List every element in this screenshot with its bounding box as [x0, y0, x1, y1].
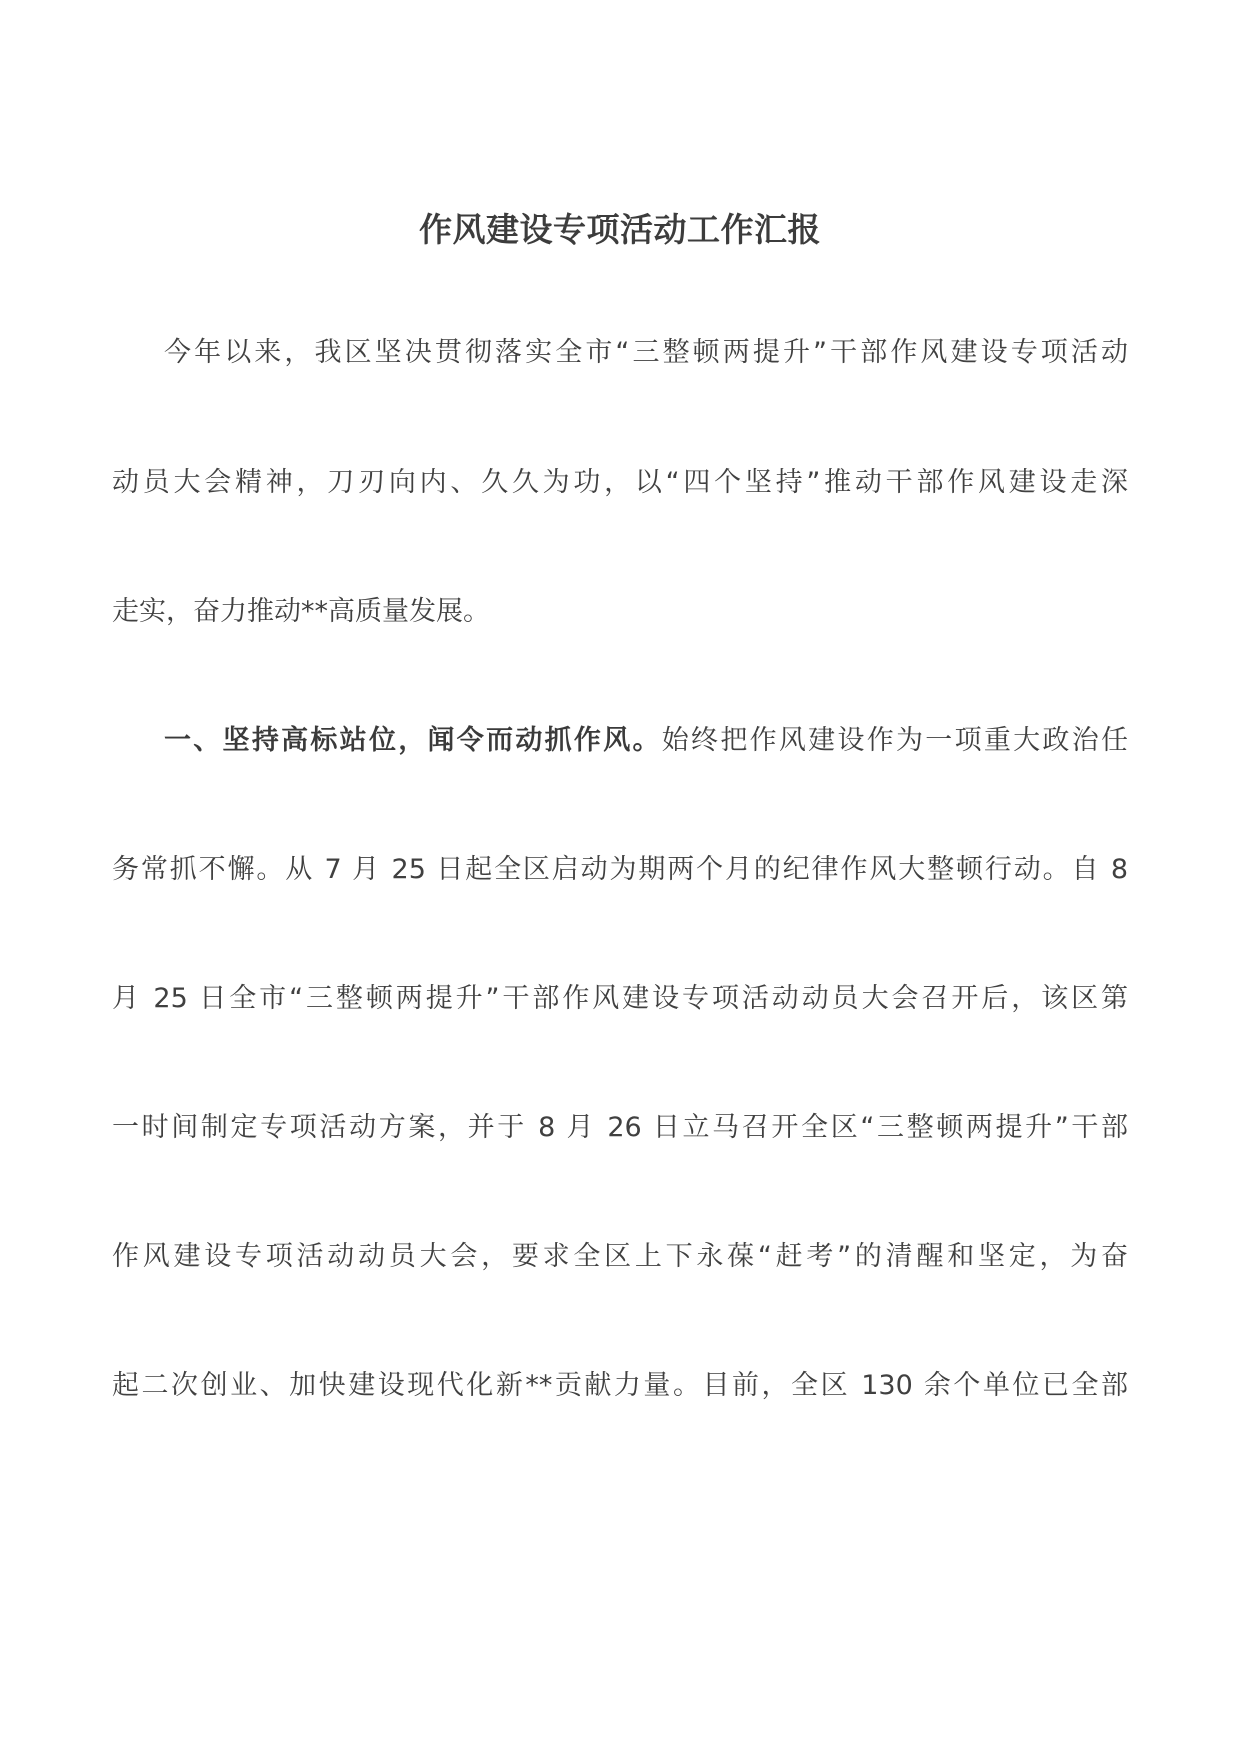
section-heading: 一、坚持高标站位，闻令而动抓作风。 [164, 725, 662, 756]
section-heading-line [164, 721, 1128, 761]
section-text: 始终把作风建设作为一项重大政治任 [661, 725, 1128, 756]
paragraph-line: 月 25 日全市“三整顿两提升”干部作风建设专项活动动员大会召开后，该区第 [112, 983, 1128, 1014]
document-title: 作风建设专项活动工作汇报 [419, 210, 821, 249]
paragraph-line: 走实，奋力推动**高质量发展。 [112, 596, 490, 627]
paragraph-line: 今年以来，我区坚决贯彻落实全市“三整顿两提升”干部作风建设专项活动 [164, 337, 1128, 368]
paragraph-line: 务常抓不懈。从 7 月 25 日起全区启动为期两个月的纪律作风大整顿行动。自 8 [112, 854, 1128, 885]
paragraph-line: 一时间制定专项活动方案，并于 8 月 26 日立马召开全区“三整顿两提升”干部 [112, 1112, 1128, 1143]
paragraph-line: 作风建设专项活动动员大会，要求全区上下永葆“赶考”的清醒和坚定，为奋 [112, 1241, 1128, 1272]
paragraph-line: 动员大会精神，刀刃向内、久久为功，以“四个坚持”推动干部作风建设走深 [112, 467, 1128, 498]
paragraph-line: 起二次创业、加快建设现代化新**贡献力量。目前，全区 130 余个单位已全部 [112, 1370, 1128, 1401]
